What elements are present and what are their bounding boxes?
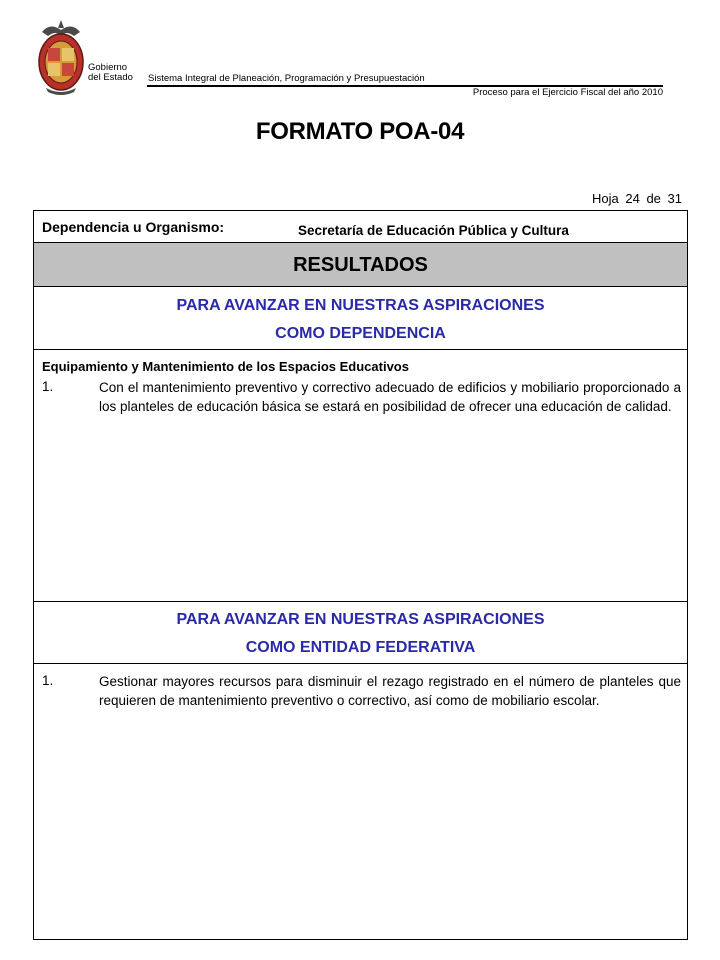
section-heading-line2: COMO ENTIDAD FEDERATIVA	[245, 639, 476, 656]
system-title: Sistema Integral de Planeación, Programación y Presupuestación	[148, 73, 425, 84]
results-heading: RESULTADOS	[34, 243, 687, 287]
page-title: FORMATO POA-04	[255, 118, 465, 145]
sheet-label: Hoja	[591, 191, 619, 206]
government-label-line2: del Estado	[88, 72, 133, 83]
list-item-text: Gestionar mayores recursos para disminuir el rezago registrado en el número de planteles que requieren de mantenimiento preventivo o correctivo, así como de mobiliario escolar.	[99, 674, 681, 708]
list-item	[42, 379, 681, 416]
process-label: Proceso para el Ejercicio Fiscal del año 2010	[472, 87, 663, 98]
list-item-number: 1.	[42, 379, 54, 394]
section-subheading: Equipamiento y Mantenimiento de los Espacios Educativos	[42, 359, 409, 374]
section-heading-line1: PARA AVANZAR EN NUESTRAS ASPIRACIONES	[176, 297, 545, 314]
sheet-of-label: de	[646, 191, 661, 206]
government-label	[88, 63, 133, 83]
section-body-federal-entity	[34, 664, 687, 939]
section-heading-federal-entity	[34, 601, 687, 664]
list-item-text: Con el mantenimiento preventivo y correctivo adecuado de edificios y mobiliario proporcionado a los planteles de educación básica se estará en posibilidad de ofrecer una educación de calidad.	[99, 380, 681, 414]
section-heading-dependency	[34, 287, 687, 350]
section-heading-line2: COMO DEPENDENCIA	[275, 325, 446, 342]
form-frame	[33, 210, 688, 940]
dependency-row	[34, 211, 687, 243]
sheet-current: 24	[625, 191, 640, 206]
section-body-dependency	[34, 350, 687, 601]
sheet-indicator	[589, 191, 682, 206]
list-item	[42, 673, 681, 710]
sheet-total: 31	[667, 191, 682, 206]
government-label-line1: Gobierno	[88, 62, 128, 73]
dependency-label: Dependencia u Organismo:	[42, 219, 225, 235]
dependency-value: Secretaría de Educación Pública y Cultura	[298, 223, 569, 238]
list-item-number: 1.	[42, 673, 54, 688]
section-heading-line1: PARA AVANZAR EN NUESTRAS ASPIRACIONES	[176, 611, 545, 628]
state-seal-logo	[36, 18, 86, 96]
